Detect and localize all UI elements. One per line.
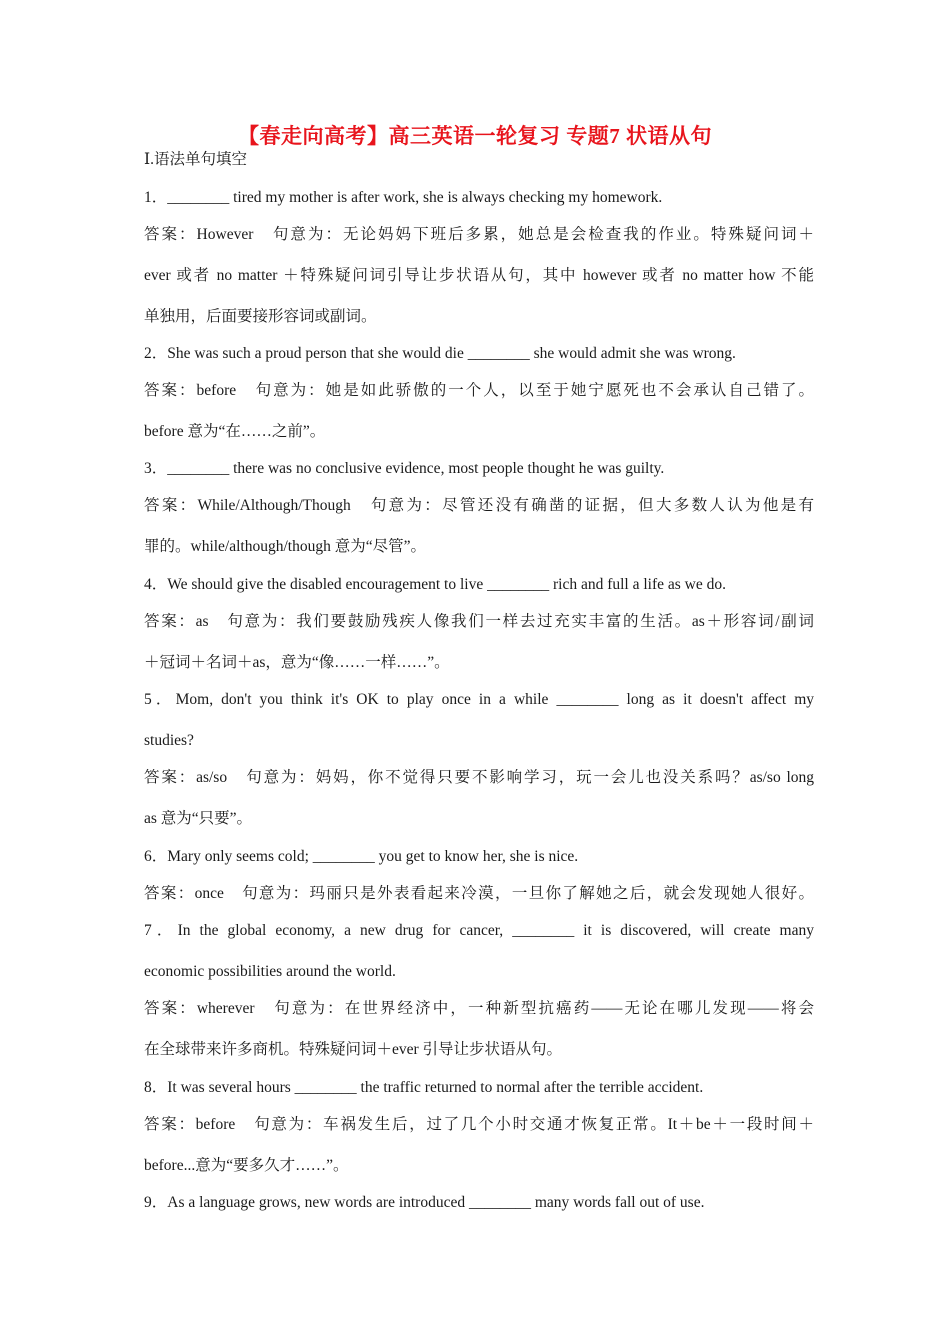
answer-7-line-1: 答案：wherever 句意为：在世界经济中，一种新型抗癌药——无论在哪儿发现——将会: [144, 1000, 814, 1017]
answer-1-line-2: ever 或者 no matter ＋特殊疑问词引导让步状语从句，其中 however 或者 no matter how 不能: [144, 267, 814, 284]
question-2: 2．She was such a proud person that she would die ________ she would admit she was wrong.: [144, 345, 736, 362]
answer-8-line-2: before...意为“要多久才……”。: [144, 1157, 349, 1174]
question-1: 1．________ tired my mother is after work, she is always checking my homework.: [144, 189, 663, 206]
answer-1-line-3: 单独用，后面要接形容词或副词。: [144, 308, 377, 325]
question-6: 6．Mary only seems cold; ________ you get to know her, she is nice.: [144, 848, 579, 865]
question-4: 4．We should give the disabled encouragement to live ________ rich and full a life as we do.: [144, 576, 726, 593]
answer-3-line-1: 答案：While/Although/Though 句意为：尽管还没有确凿的证据，但大多数人认为他是有: [144, 497, 814, 514]
question-7-line-1: 7．In the global economy, a new drug for cancer, ________ it is discovered, will create many: [144, 922, 814, 939]
answer-6-line-1: 答案：once 句意为：玛丽只是外表看起来冷漠，一旦你了解她之后，就会发现她人很好。: [144, 885, 814, 902]
section-heading: Ⅰ.语法单句填空: [144, 151, 247, 168]
question-9: 9．As a language grows, new words are introduced ________ many words fall out of use.: [144, 1194, 705, 1211]
answer-2-line-1: 答案：before 句意为：她是如此骄傲的一个人，以至于她宁愿死也不会承认自己错了。: [144, 382, 814, 399]
question-5-line-1: 5．Mom, don't you think it's OK to play once in a while ________ long as it doesn't affect my: [144, 691, 814, 708]
answer-4-line-1: 答案：as 句意为：我们要鼓励残疾人像我们一样去过充实丰富的生活。as＋形容词/副词: [144, 613, 814, 630]
answer-8-line-1: 答案：before 句意为：车祸发生后，过了几个小时交通才恢复正常。It＋be＋一段时间＋: [144, 1116, 814, 1133]
answer-1-line-1: 答案：However 句意为：无论妈妈下班后多累，她总是会检查我的作业。特殊疑问词＋: [144, 226, 814, 243]
answer-2-line-2: before 意为“在……之前”。: [144, 423, 326, 440]
answer-7-line-2: 在全球带来许多商机。特殊疑问词＋ever 引导让步状语从句。: [144, 1041, 563, 1058]
answer-5-line-2: as 意为“只要”。: [144, 810, 253, 827]
question-5-line-2: studies?: [144, 732, 194, 749]
question-7-line-2: economic possibilities around the world.: [144, 963, 396, 980]
answer-3-line-2: 罪的。while/although/though 意为“尽管”。: [144, 538, 426, 555]
question-3: 3．________ there was no conclusive evidence, most people thought he was guilty.: [144, 460, 665, 477]
answer-5-line-1: 答案：as/so 句意为：妈妈，你不觉得只要不影响学习，玩一会儿也没关系吗？as/so long: [144, 769, 814, 786]
question-8: 8．It was several hours ________ the traffic returned to normal after the terrible accident.: [144, 1079, 704, 1096]
document-title: 【春走向高考】高三英语一轮复习 专题7 状语从句: [238, 124, 712, 148]
answer-4-line-2: ＋冠词＋名词＋as，意为“像……一样……”。: [144, 654, 450, 671]
